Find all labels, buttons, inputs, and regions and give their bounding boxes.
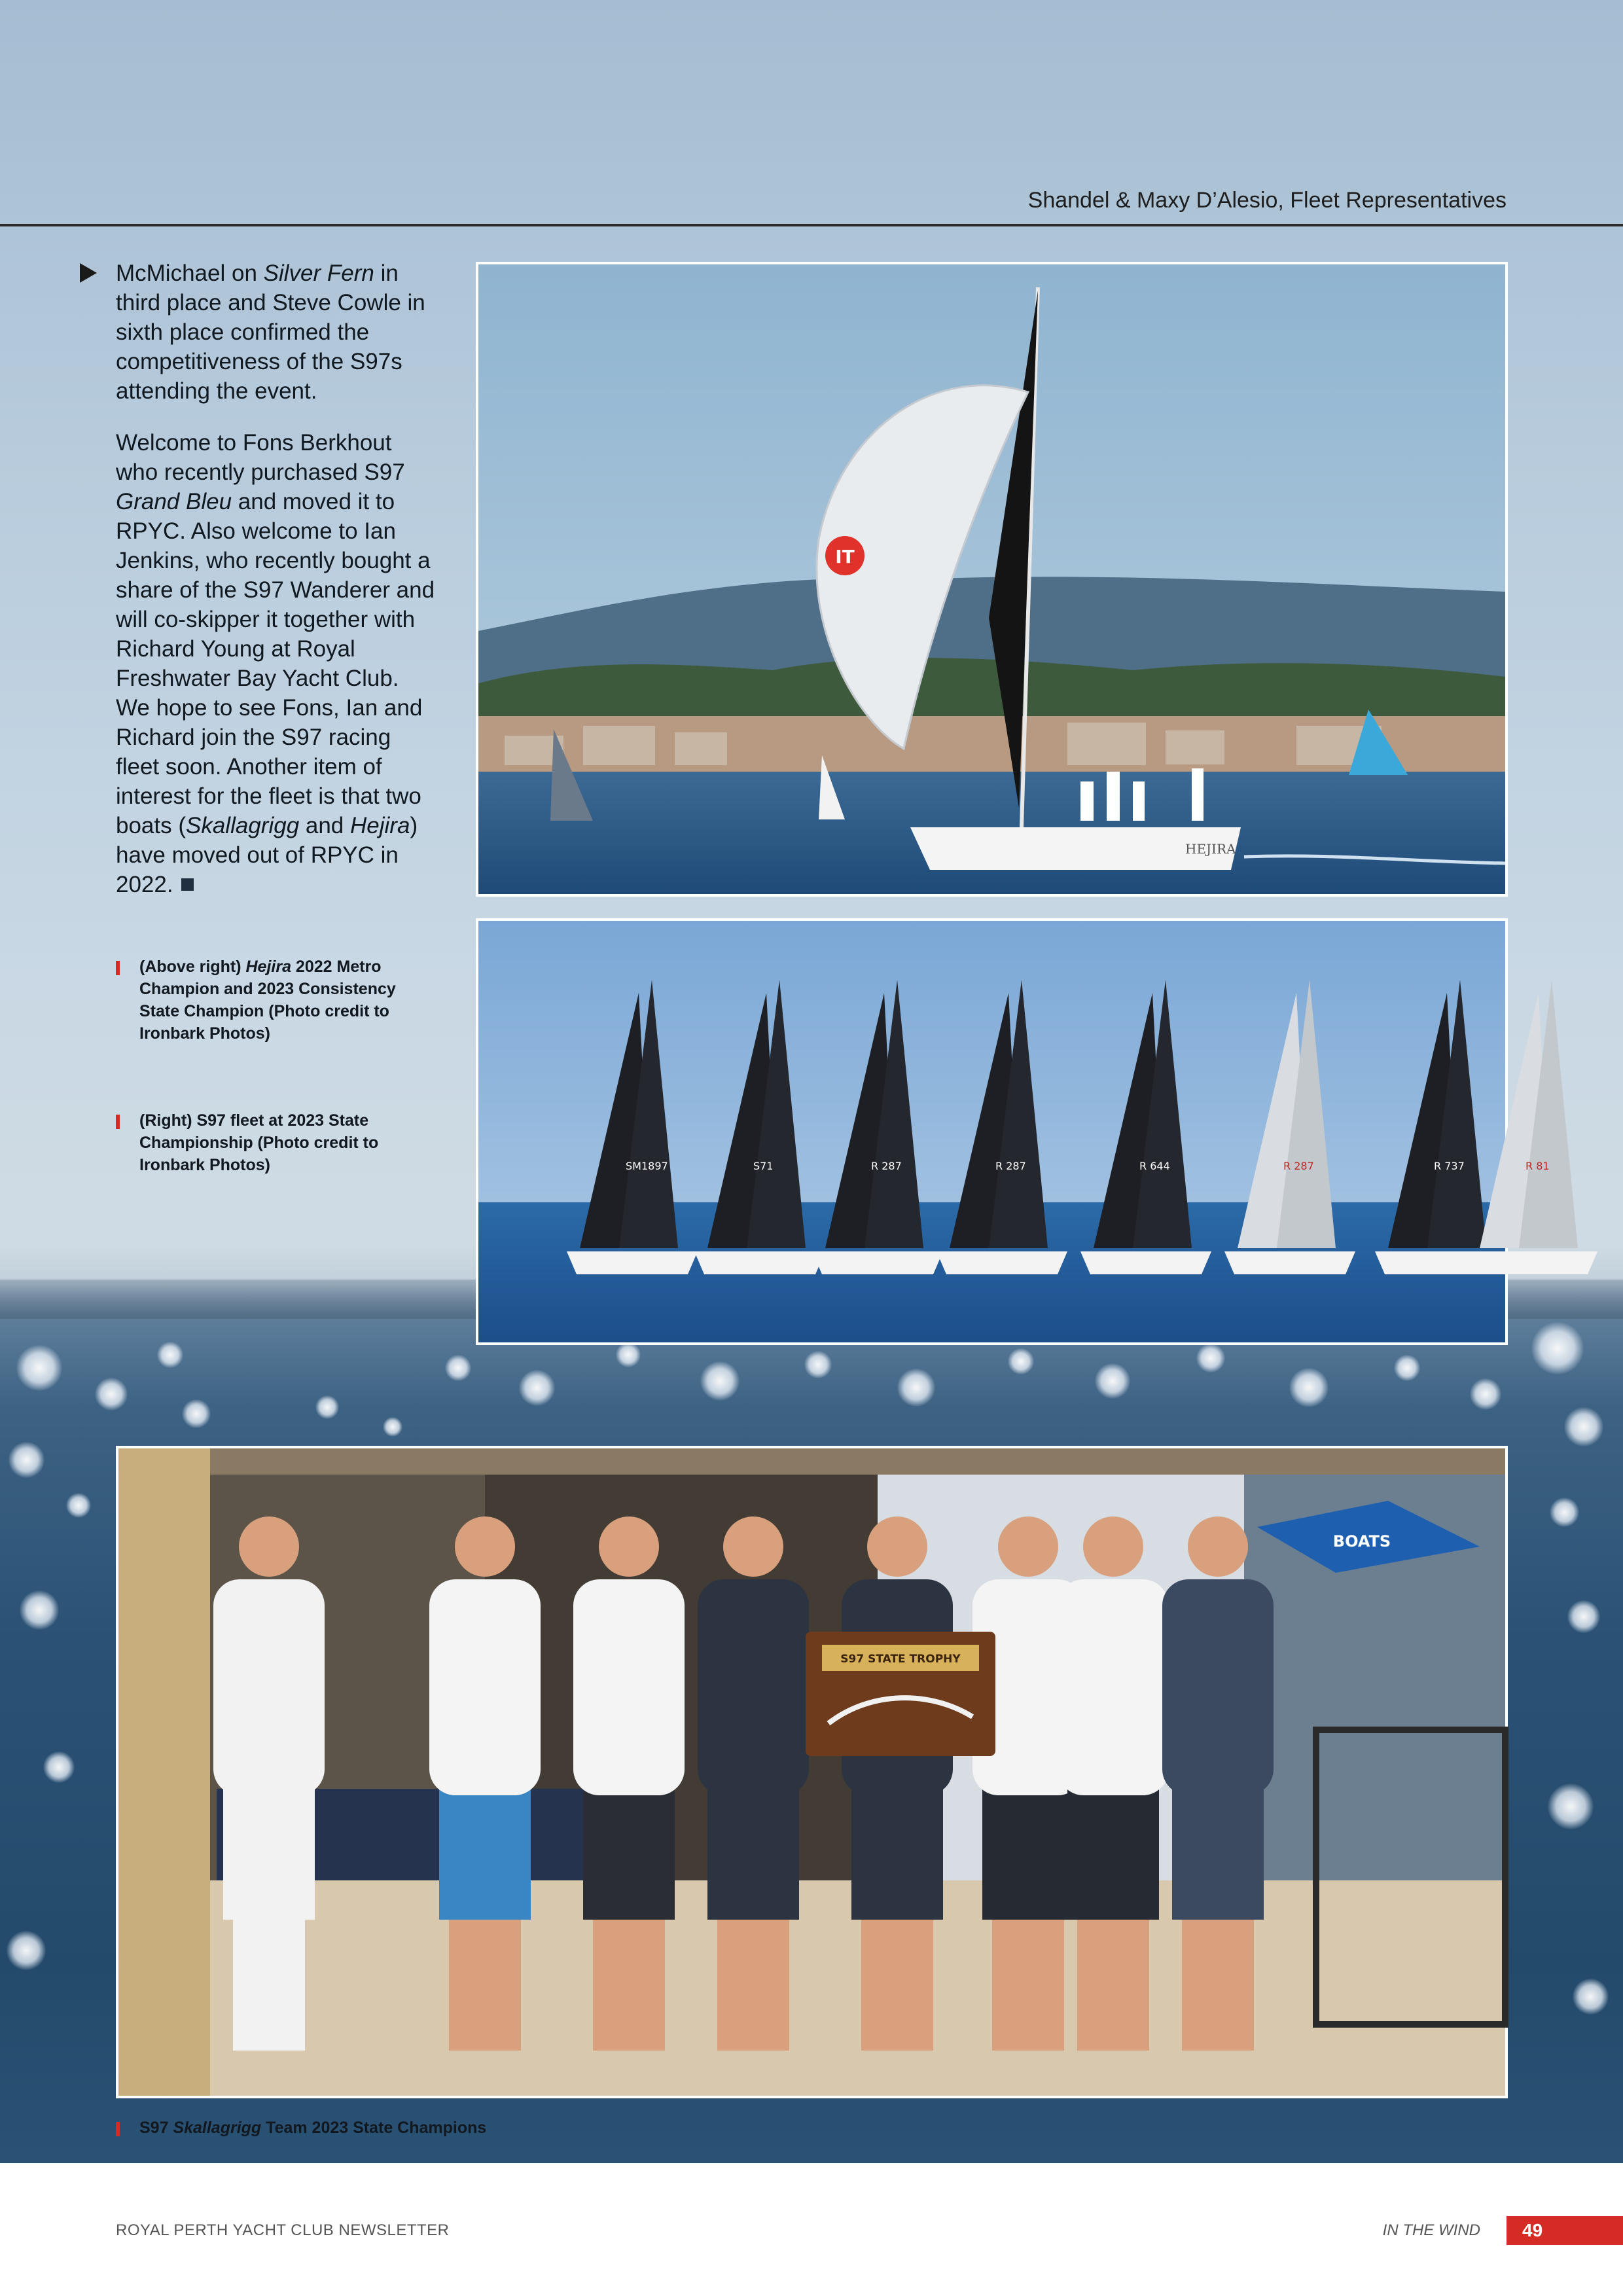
sparkle bbox=[9, 1442, 45, 1478]
continuation-arrow-icon bbox=[80, 263, 97, 283]
footer-section: IN THE WIND bbox=[1382, 2221, 1480, 2239]
sparkle bbox=[1548, 1784, 1594, 1829]
sail-number: S71 bbox=[753, 1160, 774, 1172]
umbrella-text: BOATS bbox=[1332, 1532, 1391, 1551]
caption-team: S97 Skallagrigg Team 2023 State Champions bbox=[139, 2119, 487, 2137]
sparkle bbox=[1008, 1348, 1034, 1374]
sparkle bbox=[66, 1493, 91, 1518]
sparkle bbox=[1289, 1368, 1329, 1407]
footer-newsletter: ROYAL PERTH YACHT CLUB NEWSLETTER bbox=[116, 2221, 450, 2239]
boat-name: Grand Bleu bbox=[116, 489, 232, 514]
caption-fleet: (Right) S97 fleet at 2023 State Championship (Photo credit to Ironbark Photos) bbox=[139, 1111, 379, 1174]
photo-team bbox=[116, 1446, 1508, 2098]
sparkle bbox=[95, 1378, 128, 1410]
photo-fleet bbox=[476, 918, 1550, 1345]
sparkle bbox=[383, 1417, 402, 1437]
caption-bar-icon bbox=[116, 961, 120, 975]
sparkle bbox=[16, 1345, 62, 1391]
sparkle bbox=[1550, 1498, 1579, 1527]
header-rule bbox=[0, 224, 1623, 226]
sparkle bbox=[43, 1751, 75, 1783]
trophy-plate: S97 STATE TROPHY bbox=[840, 1653, 961, 1666]
sparkle bbox=[804, 1351, 832, 1378]
sparkle bbox=[1573, 1979, 1609, 2015]
sail-number: SM1897 bbox=[626, 1160, 668, 1172]
boat-name: Hejira bbox=[350, 813, 410, 838]
sail-number: R 737 bbox=[1434, 1160, 1465, 1172]
sparkle bbox=[1394, 1355, 1420, 1381]
sail-number: R 287 bbox=[871, 1160, 902, 1172]
sparkle bbox=[1196, 1344, 1225, 1372]
byline: Shandel & Maxy D’Alesio, Fleet Representatives bbox=[1027, 188, 1507, 213]
sparkle bbox=[1531, 1322, 1584, 1374]
end-mark-icon bbox=[181, 878, 194, 891]
sparkle bbox=[897, 1369, 935, 1407]
spinnaker-mark: IT bbox=[835, 546, 855, 567]
sparkle bbox=[315, 1395, 339, 1419]
sail-number: R 644 bbox=[1139, 1160, 1170, 1172]
boat-name: Skallagrigg bbox=[186, 813, 300, 838]
article-body bbox=[116, 259, 437, 922]
sparkle bbox=[445, 1355, 471, 1381]
hull-name: HEJIRA bbox=[1185, 841, 1236, 857]
photo-hejira bbox=[476, 262, 1508, 897]
sparkle bbox=[1095, 1363, 1130, 1399]
sparkle bbox=[1564, 1407, 1603, 1446]
caption-bar-icon bbox=[116, 1115, 120, 1129]
sparkle bbox=[1567, 1600, 1600, 1633]
sparkle bbox=[519, 1370, 555, 1406]
caption-bar-icon bbox=[116, 2122, 120, 2136]
sparkle bbox=[616, 1342, 641, 1367]
sparkle bbox=[157, 1342, 183, 1368]
page-number: 49 bbox=[1507, 2216, 1623, 2245]
sail-number: R 287 bbox=[995, 1160, 1026, 1172]
sparkle bbox=[20, 1590, 59, 1630]
sparkle bbox=[182, 1399, 211, 1428]
sparkle bbox=[7, 1931, 46, 1970]
sparkle bbox=[1470, 1378, 1501, 1410]
sail-number: R 287 bbox=[1283, 1160, 1314, 1172]
sail-number: R 81 bbox=[1525, 1160, 1550, 1172]
paragraph-1: McMichael on Silver Fern in third place and Steve Cowle in sixth place confirmed the competitiveness of the S97s attending the event. bbox=[116, 260, 425, 404]
boat-name: Silver Fern bbox=[263, 260, 374, 286]
caption-hejira: (Above right) Hejira 2022 Metro Champion and 2023 Consistency State Champion (Photo credit to Ironbark Photos) bbox=[139, 958, 396, 1043]
paragraph-2: Welcome to Fons Berkhout who recently purchased S97 Grand Bleu and moved it to RPYC. Also welcome to Ian Jenkins, who recently bought a share of the S97 Wanderer and will co-skipper it together with Richard Young at Royal Freshwater Bay Yacht Club. We hope to see Fons, Ian and Richard join the S97 racing fleet soon. Another item of interest for the fleet is that two boats (Skallagrigg and Hejira) have moved out of RPYC in 2022. bbox=[116, 430, 435, 897]
sparkle bbox=[700, 1361, 740, 1401]
